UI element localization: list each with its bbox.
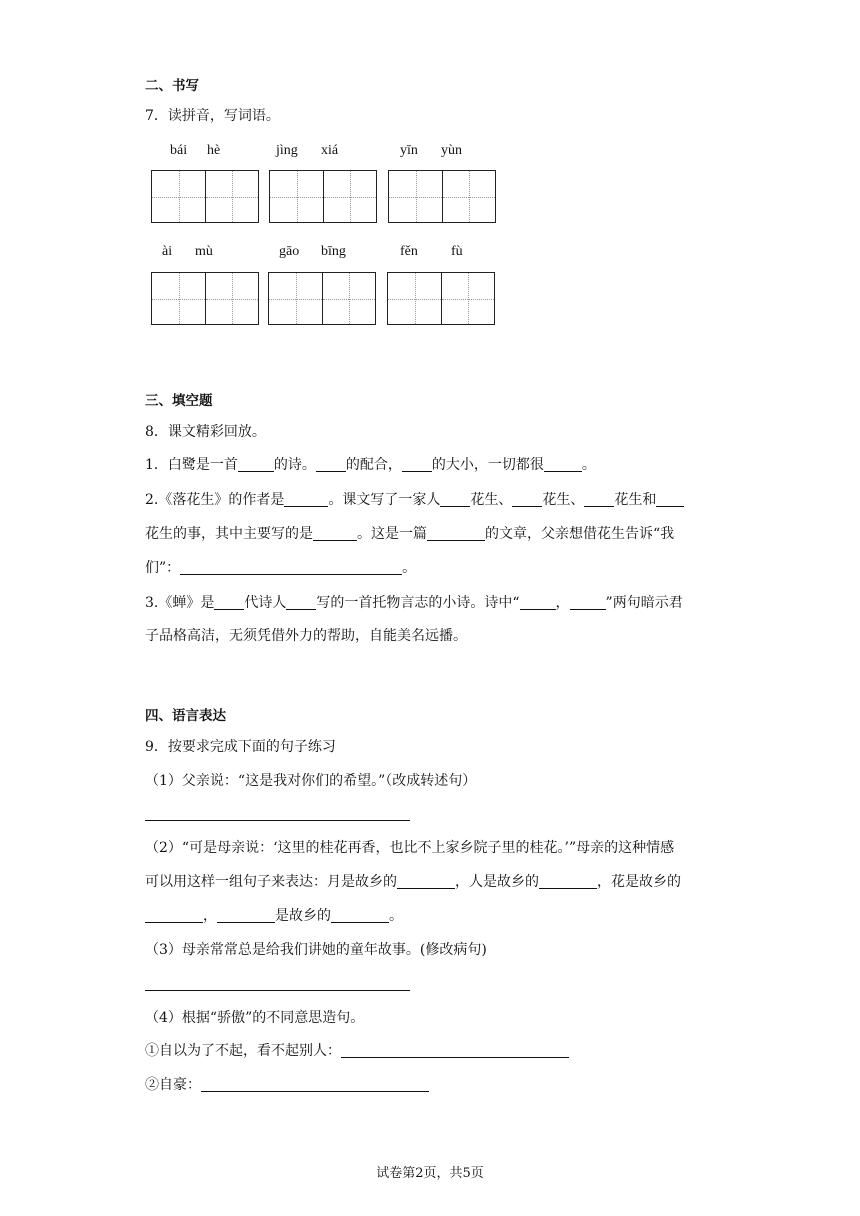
text: 花生、 (470, 492, 513, 508)
fill-line-6: 子品格高洁，无须凭借外力的帮助，自能美名远播。 (145, 628, 467, 644)
section-title-expression: 四、语言表达 (145, 708, 226, 724)
blank[interactable] (570, 594, 606, 610)
sub-question-4a (145, 1041, 569, 1061)
blank[interactable] (397, 873, 455, 889)
blank[interactable] (201, 1076, 429, 1092)
text: 的大小，一切都很 (431, 457, 544, 473)
text: 1．白鹭是一首 (145, 457, 238, 473)
blank[interactable] (656, 491, 684, 507)
text: 。 (389, 908, 403, 924)
answer-line[interactable] (145, 990, 410, 991)
sub-question-4b (145, 1075, 429, 1095)
text: 3.《蝉》是 (145, 595, 215, 611)
blank[interactable] (313, 525, 357, 541)
pinyin: hè (207, 143, 221, 158)
text: 。这是一篇 (357, 526, 427, 542)
pinyin: bīng (321, 244, 346, 259)
blank[interactable] (427, 525, 485, 541)
text: ②自豪： (145, 1077, 201, 1093)
text: 的文章，父亲想借花生告诉“我 (485, 526, 675, 542)
text: 写的一首托物言志的小诗。诗中“ (316, 595, 520, 611)
sub-question-2-line-3 (145, 906, 403, 926)
answer-line[interactable] (145, 820, 410, 821)
text: 是故乡的 (275, 908, 331, 924)
text: 的配合， (345, 457, 402, 473)
pinyin: mù (195, 244, 213, 259)
blank[interactable] (284, 491, 328, 507)
blank[interactable] (341, 1042, 569, 1058)
blank[interactable] (440, 491, 470, 507)
blank[interactable] (145, 907, 203, 923)
text: 的诗。 (273, 457, 316, 473)
text: 。 (402, 560, 417, 576)
blank[interactable] (402, 456, 432, 472)
page-footer: 试卷第2页，共5页 (376, 1166, 484, 1181)
text: 花生和 (614, 492, 657, 508)
blank[interactable] (539, 873, 597, 889)
text: ①自以为了不起，看不起别人： (145, 1043, 341, 1059)
text: ， (555, 595, 570, 611)
writing-grid[interactable] (388, 170, 496, 223)
sub-question-1: （1）父亲说：“这是我对你们的希望。”（改成转述句） (145, 773, 477, 789)
fill-line-3 (145, 524, 674, 544)
pinyin: jìng (276, 143, 298, 158)
blank[interactable] (316, 456, 346, 472)
question-7: 7．读拼音，写词语。 (145, 108, 280, 124)
section-title-writing: 二、书写 (145, 78, 199, 94)
fill-line-1 (145, 455, 596, 475)
text: 可以用这样一组句子来表达：月是故乡的 (145, 874, 397, 890)
text: ”两句暗示君 (605, 595, 683, 611)
sub-question-2: （2）“可是母亲说：‘这里的桂花再香，也比不上家乡院子里的桂花。’”母亲的这种情感 (145, 840, 675, 856)
pinyin: yùn (441, 143, 462, 158)
blank[interactable] (217, 907, 275, 923)
text: 们”： (145, 560, 181, 576)
writing-grid[interactable] (268, 272, 376, 325)
text: ，花是故乡的 (597, 874, 681, 890)
sub-question-2-line-2 (145, 872, 681, 892)
pinyin: ài (162, 244, 173, 259)
fill-line-4 (145, 558, 416, 578)
blank[interactable] (584, 491, 614, 507)
blank[interactable] (214, 594, 244, 610)
text: 花生的事，其中主要写的是 (145, 526, 313, 542)
text: 。课文写了一家人 (328, 492, 441, 508)
pinyin: fěn (400, 244, 418, 259)
blank[interactable] (286, 594, 316, 610)
blank[interactable] (520, 594, 556, 610)
blank[interactable] (544, 456, 582, 472)
sub-question-3: （3）母亲常常总是给我们讲她的童年故事。(修改病句) (145, 942, 487, 958)
blank[interactable] (180, 559, 402, 575)
blank[interactable] (238, 456, 274, 472)
writing-grid[interactable] (269, 170, 377, 223)
pinyin: xiá (321, 143, 339, 158)
writing-grid[interactable] (387, 272, 495, 325)
section-title-fill-blank: 三、填空题 (145, 393, 213, 409)
text: 花生、 (542, 492, 585, 508)
sub-question-4: （4）根据“骄傲”的不同意思造句。 (145, 1010, 365, 1026)
blank[interactable] (331, 907, 389, 923)
pinyin: fù (451, 244, 463, 259)
text: 代诗人 (244, 595, 287, 611)
writing-grid[interactable] (151, 272, 259, 325)
text: 。 (581, 457, 596, 473)
question-8: 8．课文精彩回放。 (145, 424, 266, 440)
pinyin: bái (170, 143, 188, 158)
question-9: 9．按要求完成下面的句子练习 (145, 739, 336, 755)
writing-grid[interactable] (151, 170, 259, 223)
blank[interactable] (512, 491, 542, 507)
pinyin: yīn (400, 143, 418, 158)
pinyin: gāo (279, 244, 300, 259)
fill-line-2 (145, 490, 684, 510)
fill-line-5 (145, 593, 683, 613)
text: ，人是故乡的 (455, 874, 539, 890)
text: 2.《落花生》的作者是 (145, 492, 285, 508)
text: ， (203, 908, 217, 924)
